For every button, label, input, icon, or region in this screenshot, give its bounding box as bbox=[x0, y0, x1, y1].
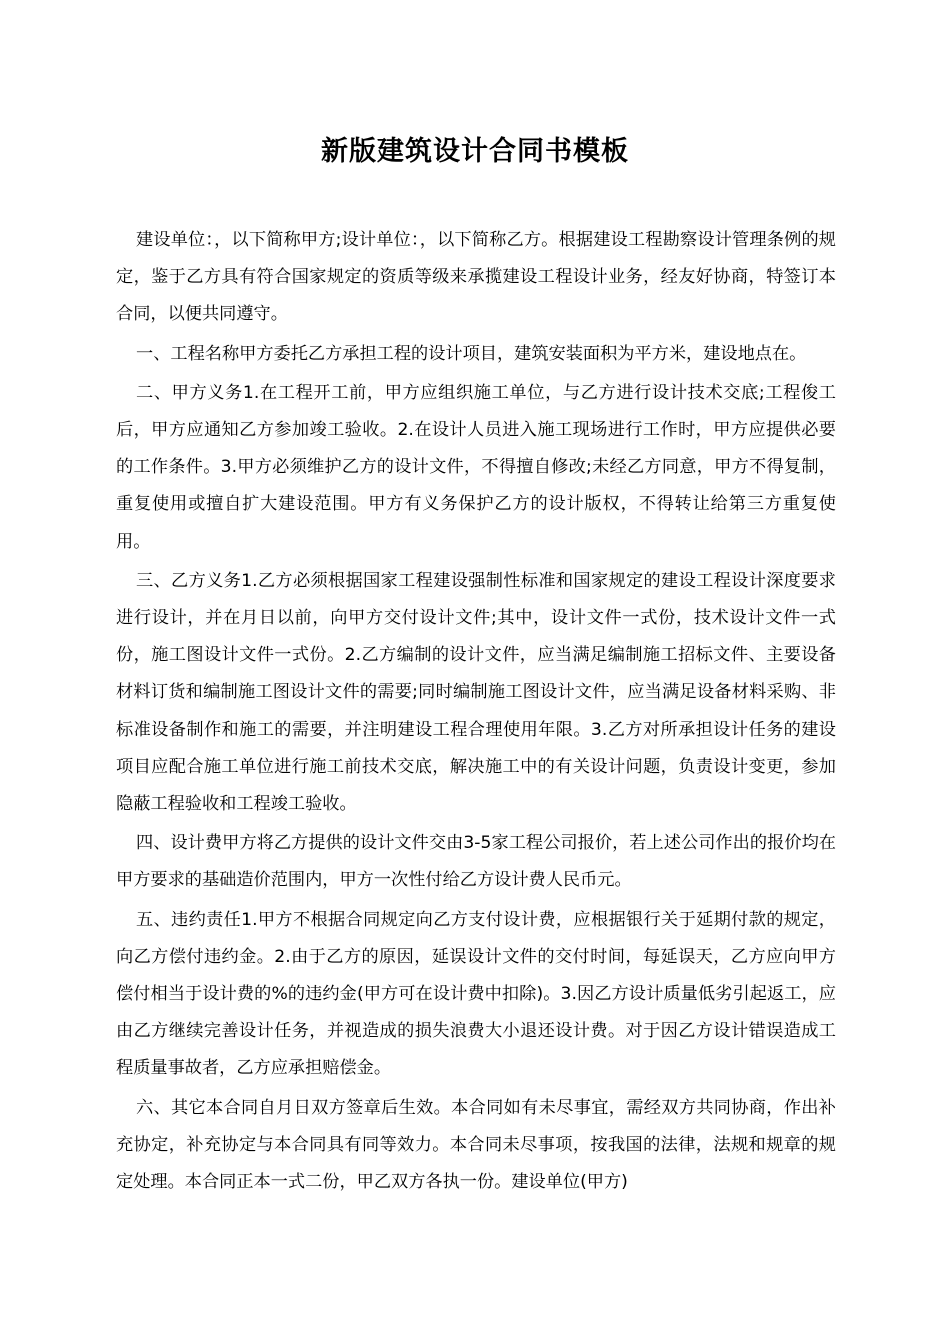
paragraph-project-name: 一、工程名称甲方委托乙方承担工程的设计项目，建筑安装面积为平方米，建设地点在。 bbox=[136, 343, 807, 364]
document-body bbox=[116, 222, 836, 1203]
paragraph-liability: 五、违约责任1.甲方不根据合同规定向乙方支付设计费，应根据银行关于延期付款的规定，向乙方偿付违约金。2.由于乙方的原因，延误设计文件的交付时间，每延误天，乙方应向甲方偿付相当于设计费的%的违约金(甲方可在设计费中扣除)。3.因乙方设计质量低劣引起返工，应由乙方继续完善设计任务，并视造成的损失浪费大小退还设计费。对于因乙方设计错误造成工程质量事故者，乙方应承担赔偿金。 bbox=[116, 909, 836, 1079]
paragraph-design-fee: 四、设计费甲方将乙方提供的设计文件交由3-5家工程公司报价，若上述公司作出的报价均在甲方要求的基础造价范围内，甲方一次性付给乙方设计费人民币元。 bbox=[116, 833, 836, 891]
document-title: 新版建筑设计合同书模板 bbox=[321, 136, 629, 167]
paragraph-party-b-obligations: 三、乙方义务1.乙方必须根据国家工程建设强制性标准和国家规定的建设工程设计深度要求进行设计，并在月日以前，向甲方交付设计文件;其中，设计文件一式份，技术设计文件一式份，施工图设计文件一式份。2.乙方编制的设计文件，应当满足编制施工招标文件、主要设备材料订货和编制施工图设计文件的需要;同时编制施工图设计文件，应当满足设备材料采购、非标准设备制作和施工的需要，并注明建设工程合理使用年限。3.乙方对所承担设计任务的建设项目应配合施工单位进行施工前技术交底，解决施工中的有关设计问题，负责设计变更，参加隐蔽工程验收和工程竣工验收。 bbox=[116, 570, 836, 815]
paragraph-party-a-obligations: 二、甲方义务1.在工程开工前，甲方应组织施工单位，与乙方进行设计技术交底;工程俊工后，甲方应通知乙方参加竣工验收。2.在设计人员进入施工现场进行工作时，甲方应提供必要的工作条件。3.甲方必须维护乙方的设计文件，不得擅自修改;未经乙方同意，甲方不得复制，重复使用或擅自扩大建设范围。甲方有义务保护乙方的设计版权，不得转让给第三方重复使用。 bbox=[116, 382, 836, 552]
paragraph-other-terms: 六、其它本合同自月日双方签章后生效。本合同如有未尽事宜，需经双方共同协商，作出补充协定，补充协定与本合同具有同等效力。本合同未尽事项，按我国的法律，法规和规章的规定处理。本合同正本一式二份，甲乙双方各执一份。建设单位(甲方) bbox=[116, 1097, 836, 1193]
paragraph-preamble: 建设单位：，以下简称甲方;设计单位：，以下简称乙方。根据建设工程勘察设计管理条例的规定，鉴于乙方具有符合国家规定的资质等级来承揽建设工程设计业务，经友好协商，特签订本合同，以便共同遵守。 bbox=[116, 230, 836, 325]
